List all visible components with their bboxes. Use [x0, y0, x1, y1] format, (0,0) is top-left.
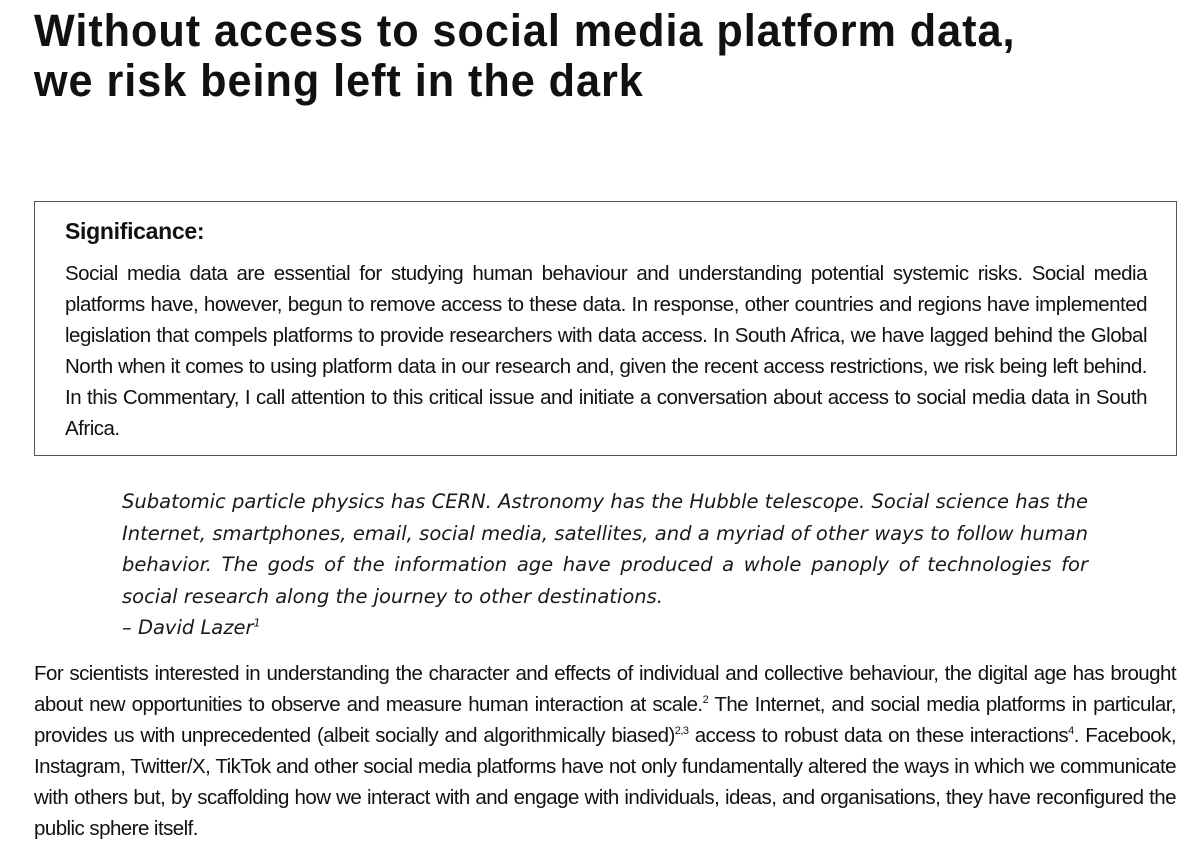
epigraph-attribution: [122, 612, 261, 643]
article-title: [34, 6, 1128, 106]
body-paragraph: [34, 658, 1176, 844]
reference-superscript: 2,3: [674, 725, 689, 738]
significance-text: Social media data are essential for studying human behaviour and understanding potential systemic risks. Social media platforms have, however, begun to remove access to these data. In response, other countries and regions have implemented legislation that compels platforms to provide researchers with data access. In South Africa, we have lagged behind the Global North when it comes to using platform data in our research and, given the recent access restrictions, we risk being left behind. In this Commentary, I call attention to this critical issue and initiate a conversation about access to social media data in South Africa.: [65, 262, 1147, 440]
title-line-1: Without access to social media platform data,: [34, 5, 1016, 56]
body-text-part-4: . Facebook, Instagram, Twitter/X, TikTok and other social media platforms have not only fundamentally altered the ways in which we communicate with others but, by scaffolding how we interact with and engage with individuals, ideas, and organisations, they have reconfigured the public sphere itself.: [34, 724, 1176, 840]
epigraph-quote: [122, 486, 1088, 612]
reference-superscript: 2: [702, 694, 709, 707]
reference-superscript: 4: [1068, 725, 1074, 738]
epigraph-author: – David Lazer: [122, 616, 254, 639]
body-text-part-2: The Internet, and social media platforms in particular, provides us with unprecedented (albeit socially and algorithmically biased): [34, 693, 1176, 747]
epigraph-text: Subatomic particle physics has CERN. Astronomy has the Hubble telescope. Social science has the Internet, smartphones, email, social media, satellites, and a myriad of other ways to follow human behavior. The gods of the information age have produced a whole panoply of technologies for social research along the journey to other destinations.: [122, 490, 1088, 608]
body-text-part-3: access to robust data on these interactions: [688, 724, 1069, 747]
significance-heading: Significance:: [65, 218, 205, 244]
significance-box: [34, 201, 1177, 456]
title-line-2: we risk being left in the dark: [34, 55, 644, 106]
epigraph-reference: 1: [253, 616, 261, 630]
body-text-part-1: For scientists interested in understanding the character and effects of individual and collective behaviour, the digital age has brought about new opportunities to observe and measure human interaction at scale.: [34, 662, 1176, 716]
